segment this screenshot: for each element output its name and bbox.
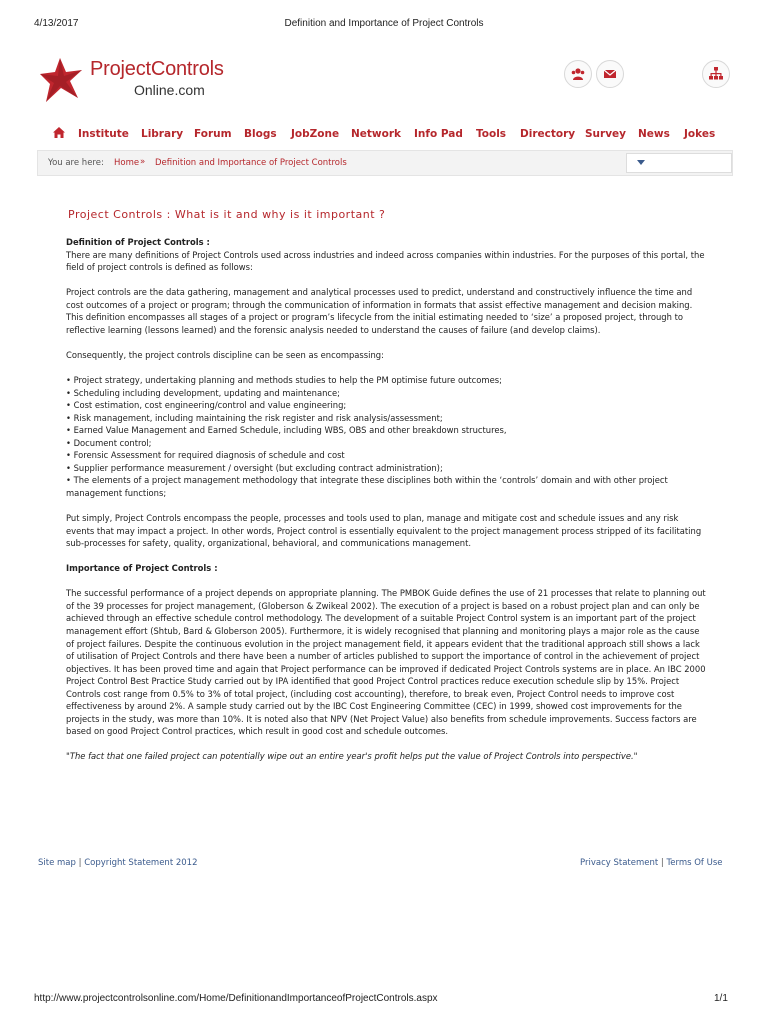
breadcrumb-prefix: You are here: (48, 158, 104, 168)
nav-item-news[interactable]: News (638, 128, 670, 140)
footer-separator: | (78, 858, 82, 868)
mail-icon-button[interactable] (596, 60, 624, 88)
nav-item-network[interactable]: Network (351, 128, 402, 140)
users-icon-button[interactable] (564, 60, 592, 88)
main-nav (44, 126, 744, 144)
breadcrumb (37, 150, 733, 176)
list-item: • Earned Value Management and Earned Schedule, including WBS, OBS and other breakdown structures, (66, 425, 507, 436)
logo-text-sub: Online.com (134, 82, 205, 98)
nav-item-survey[interactable]: Survey (585, 128, 627, 140)
caret-down-icon (637, 160, 645, 165)
list-item: • Scheduling including development, updating and maintenance; (66, 387, 340, 398)
breadcrumb-home-link[interactable]: Home (114, 158, 140, 168)
breadcrumb-current[interactable]: Definition and Importance of Project Controls (155, 158, 347, 168)
logo-text-main: ProjectControls (90, 58, 224, 80)
nav-item-tools[interactable]: Tools (476, 128, 507, 140)
put-simply-text: Put simply, Project Controls encompass the people, processes and tools used to plan, manage and mitigate cost and schedule issues and any risk events that may impact a project. In other words, Project control is essentially equivalent to the project management process stripped of its facilitating sub-processes for safety, quality, organizational, behavioral, and communications management. (66, 513, 702, 549)
importance-heading: Importance of Project Controls : (66, 563, 218, 574)
nav-item-institute[interactable]: Institute (78, 128, 129, 140)
print-header (0, 18, 768, 32)
print-page-number: 1/1 (714, 993, 728, 1004)
breadcrumb-separator: » (140, 157, 146, 167)
users-icon (570, 66, 586, 82)
print-footer (0, 993, 768, 1007)
quote-text: "The fact that one failed project can potentially wipe out an entire year's profit helps put the value of Project Controls into perspective." (66, 751, 638, 762)
footer-separator: | (660, 858, 664, 868)
footer-right (580, 858, 723, 868)
sitemap-icon (708, 66, 724, 82)
home-icon[interactable] (52, 126, 66, 142)
importance-body: The successful performance of a project depends on appropriate planning. The PMBOK Guide defines the use of 21 processes that relate to planning out of the 39 processes for project management, (Globerson & Zwikeal 2002). The execution of a project is based on a robust project plan and can only be achieved through an effective schedule control methodology. The development of a suitable Project Control system is an important part of the project management effort (Shtub, Bard & Globerson 2005). Furthermore, it is widely recognised that planning and monitoring plays a major role as the cause of project failures. Despite the continuous evolution in the project management field, it appears evident that the traditional approach still shows a lack of utilisation of Project Controls and there have been a number of articles published to support the importance of control in the achievement of project objectives. It has been proved time and again that Project performance can be improved if dedicated Project Controls systems are in place. An IBC 2000 Project Control Best Practice Study carried out by IPA identified that good Project Control practices reduce execution schedule slip by 15%. Project Controls cost range from 0.5% to 3% of total project, (including cost accounting), therefore, to break even, Project Control needs to improve cost effectiveness by around 2%. A sample study carried out by the IBC Cost Engineering Committee (CEC) in 1999, showed cost improvements for the projects in the study, was more than 10%. It is noted also that NPV (Net Project Value) also benefits from schedule improvements. Success factors are based on good Project Control practices, which result in good cost and schedule outcomes. (66, 588, 706, 737)
nav-item-infopad[interactable]: Info Pad (414, 128, 463, 140)
list-item: • The elements of a project management methodology that integrate these disciplines both within the ‘controls’ domain and with other project management functions; (66, 475, 668, 498)
list-item: • Document control; (66, 437, 152, 448)
privacy-link[interactable]: Privacy Statement (580, 858, 659, 868)
definition-body: Project controls are the data gathering, management and analytical processes used to predict, understand and constructively influence the time and cost outcomes of a project or program; through the communication of information in formats that assist effective management and decision making. This definition encompasses all stages of a project or program’s lifecycle from the initial estimating needed to ‘size’ a proposed project, through to reflective learning (lessons learned) and the forensic analysis needed to understand the causes of failure (and develop claims). (66, 287, 693, 335)
sitemap-icon-button[interactable] (702, 60, 730, 88)
sitemap-link[interactable]: Site map (38, 858, 76, 868)
footer-left (38, 858, 198, 868)
breadcrumb-dropdown[interactable] (626, 153, 732, 173)
list-item: • Risk management, including maintaining the risk register and risk analysis/assessment; (66, 412, 443, 423)
terms-link[interactable]: Terms Of Use (666, 858, 723, 868)
copyright-link[interactable]: Copyright Statement 2012 (84, 858, 198, 868)
definition-intro: There are many definitions of Project Controls used across industries and indeed across companies within industries. For the purposes of this portal, the field of project controls is defined as follows: (66, 249, 705, 273)
print-date: 4/13/2017 (34, 18, 79, 29)
nav-item-jokes[interactable]: Jokes (684, 128, 716, 140)
nav-item-forum[interactable]: Forum (194, 128, 232, 140)
nav-item-jobzone[interactable]: JobZone (291, 128, 340, 140)
page-title: Project Controls : What is it and why is it important ? (68, 208, 386, 221)
definition-heading: Definition of Project Controls : (66, 237, 210, 247)
list-item: • Cost estimation, cost engineering/control and value engineering; (66, 400, 347, 411)
print-title: Definition and Importance of Project Controls (284, 18, 484, 29)
logo-star-icon (38, 56, 84, 104)
list-item: • Forensic Assessment for required diagnosis of schedule and cost (66, 450, 345, 461)
list-item: • Supplier performance measurement / oversight (but excluding contract administration); (66, 462, 443, 473)
consequently-text: Consequently, the project controls discipline can be seen as encompassing: (66, 349, 384, 360)
article-body (66, 236, 706, 776)
nav-item-library[interactable]: Library (141, 128, 184, 140)
print-url: http://www.projectcontrolsonline.com/Home/DefinitionandImportanceofProjectControls.aspx (34, 993, 438, 1004)
nav-item-directory[interactable]: Directory (520, 128, 576, 140)
list-item: • Project strategy, undertaking planning and methods studies to help the PM optimise future outcomes; (66, 375, 502, 386)
mail-icon (602, 66, 618, 82)
nav-item-blogs[interactable]: Blogs (244, 128, 277, 140)
site-logo[interactable] (38, 56, 258, 106)
encompassing-list (66, 374, 706, 499)
